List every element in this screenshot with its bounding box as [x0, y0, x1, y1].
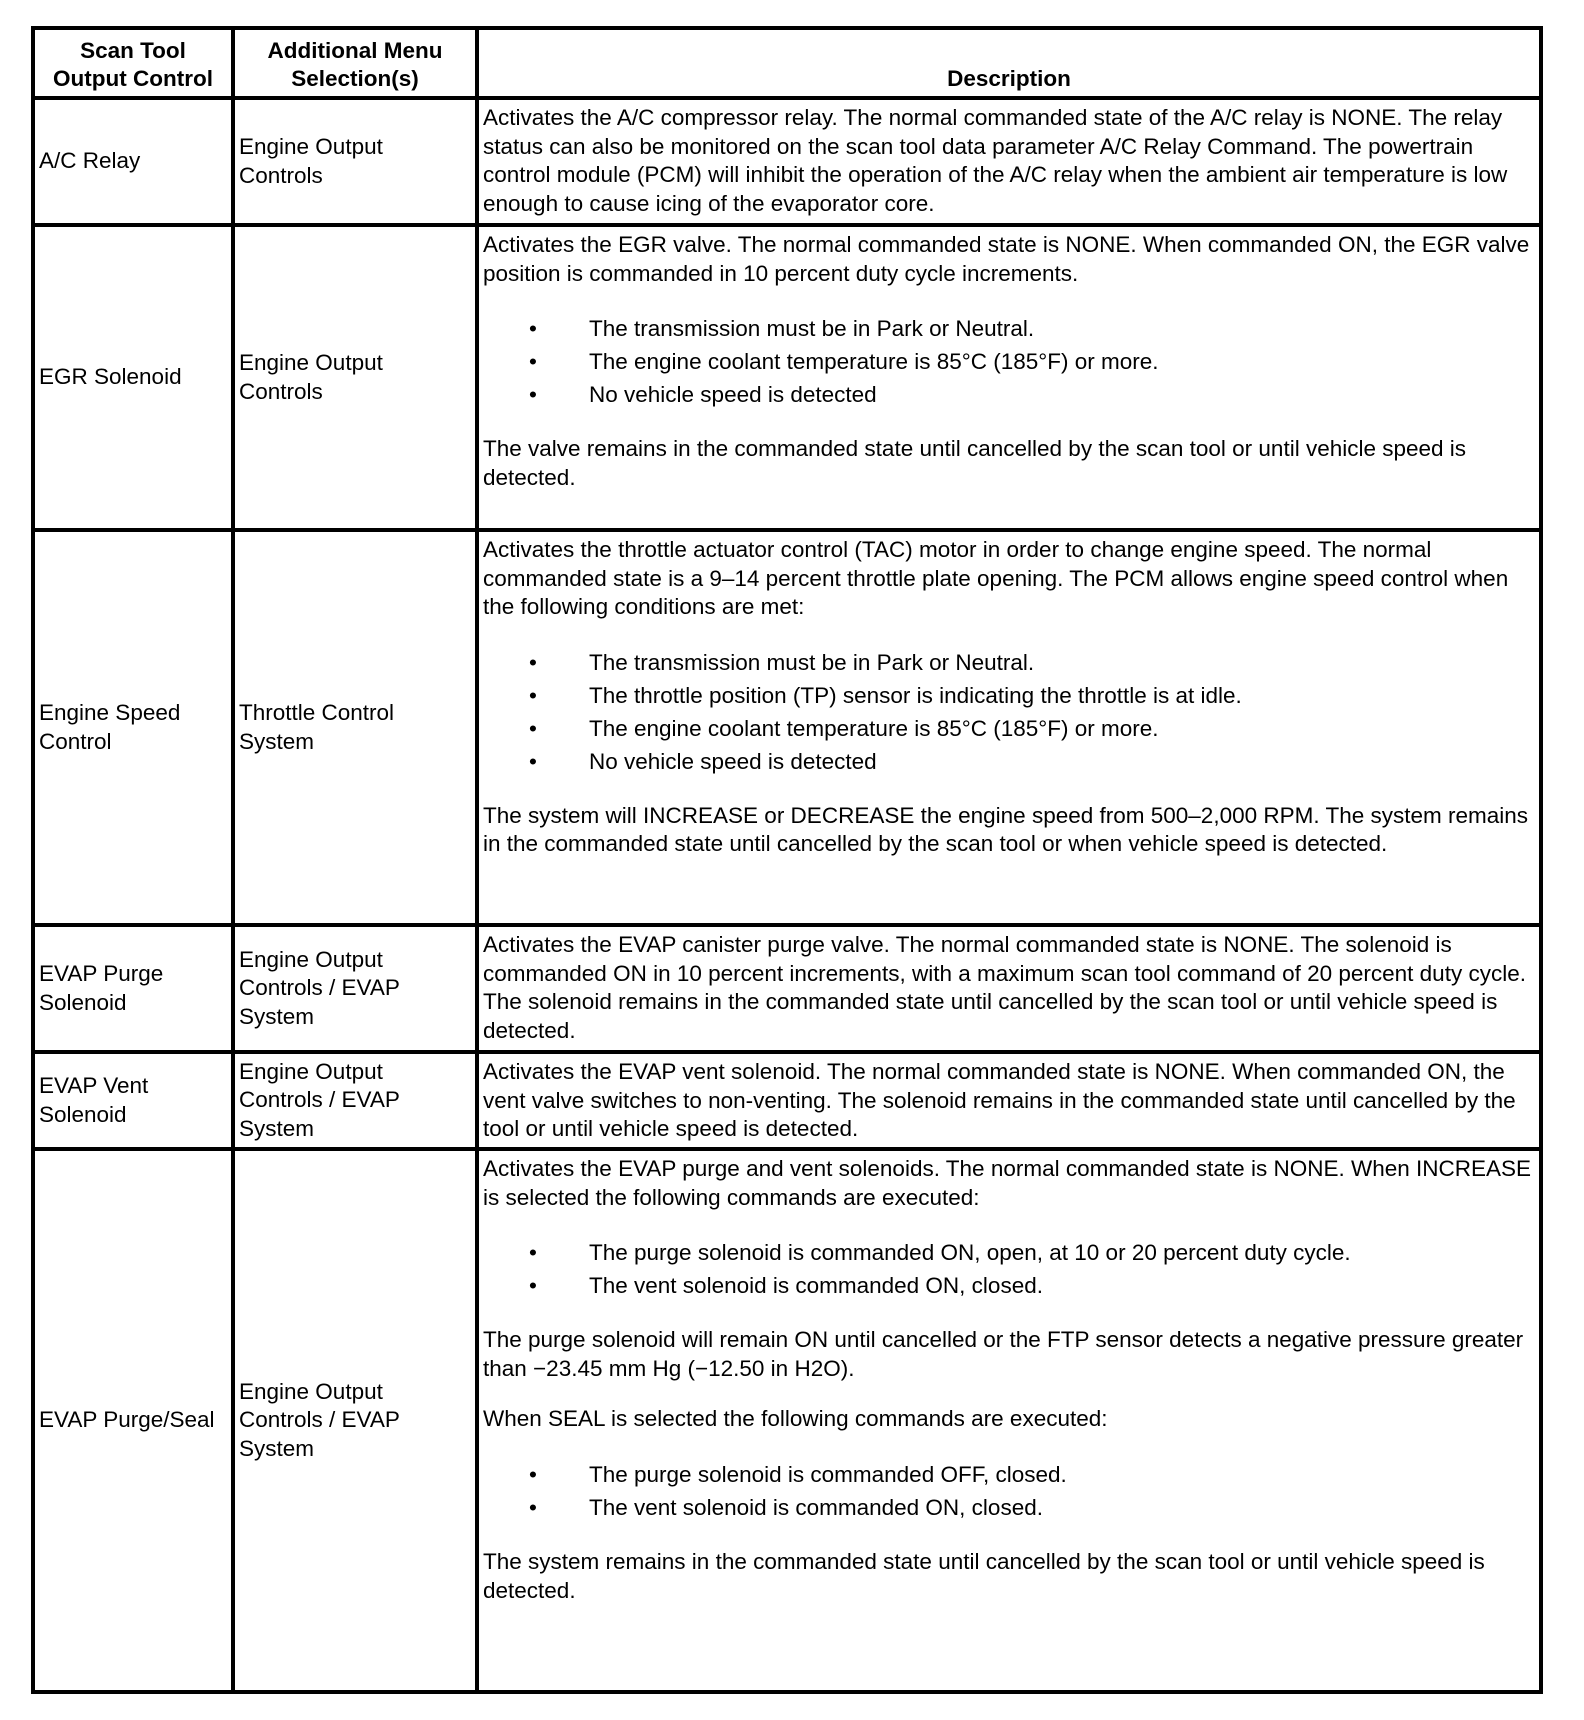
output-control-cell: EVAP Purge Solenoid [33, 925, 233, 1052]
menu-selection-cell: Engine Output Controls / EVAP System [233, 925, 477, 1052]
condition-list-item: • The throttle position (TP) sensor is indicating the throttle is at idle. [589, 679, 1535, 712]
condition-list-item: • The engine coolant temperature is 85°C (185°F) or more. [589, 712, 1535, 745]
description-paragraph: The purge solenoid will remain ON until cancelled or the FTP sensor detects a negative pressure greater than −23.45 mm Hg (−12.50 in H2O). [483, 1327, 1524, 1381]
description-cell [477, 225, 1541, 530]
condition-list [483, 1458, 1535, 1524]
table-row [33, 1052, 1541, 1149]
output-control-cell: EVAP Vent Solenoid [33, 1052, 233, 1149]
description-paragraph: Activates the EVAP purge and vent solenoids. The normal commanded state is NONE. When INCREASE is selected the following commands are executed: [483, 1156, 1532, 1210]
header-description: Description [477, 28, 1541, 98]
output-control-cell: EGR Solenoid [33, 225, 233, 530]
description-paragraph: The system remains in the commanded state until cancelled by the scan tool or until vehicle speed is detected. [483, 1548, 1485, 1603]
header-line: Scan Tool [80, 37, 186, 63]
output-control-cell: A/C Relay [33, 98, 233, 225]
menu-selection-cell: Engine Output Controls / EVAP System [233, 1052, 477, 1149]
description-cell [477, 1149, 1541, 1692]
menu-selection-cell: Engine Output Controls [233, 225, 477, 530]
condition-list [483, 312, 1535, 411]
condition-list [483, 646, 1535, 778]
output-control-cell: EVAP Purge/Seal [33, 1149, 233, 1692]
condition-list-item: • No vehicle speed is detected [589, 378, 1535, 411]
table-row [33, 225, 1541, 530]
description-paragraph: The valve remains in the commanded state until cancelled by the scan tool or until vehicle speed is detected. [483, 436, 1467, 490]
header-line: Output Control [53, 66, 213, 92]
condition-list-item: • The vent solenoid is commanded ON, closed. [589, 1491, 1535, 1524]
description-paragraph: Activates the EGR valve. The normal commanded state is NONE. When commanded ON, the EGR valve position is commanded in 10 percent duty cycle increments. [483, 232, 1530, 286]
output-control-cell: Engine Speed Control [33, 530, 233, 925]
description-cell [477, 925, 1541, 1052]
header-additional-menu-selections [233, 28, 477, 98]
header-line: Selection(s) [291, 66, 419, 92]
table-row [33, 530, 1541, 925]
description-paragraph: Activates the EVAP vent solenoid. The normal commanded state is NONE. When commanded ON, the vent valve switches to non-venting. The solenoid remains in the commanded state until cancelled by the tool or until vehicle speed is detected. [483, 1059, 1516, 1142]
menu-selection-cell: Throttle Control System [233, 530, 477, 925]
table-row [33, 98, 1541, 225]
condition-list-item: • No vehicle speed is detected [589, 745, 1535, 778]
description-cell [477, 530, 1541, 925]
description-cell [477, 98, 1541, 225]
header-line: Additional Menu [267, 37, 443, 63]
condition-list [483, 1236, 1535, 1302]
description-paragraph: The system will INCREASE or DECREASE the engine speed from 500–2,000 RPM. The system remains in the commanded state until cancelled by the scan tool or when vehicle speed is detected. [483, 802, 1529, 857]
condition-list-item: • The vent solenoid is commanded ON, closed. [589, 1269, 1535, 1302]
spacer [483, 1383, 1535, 1405]
header-row [33, 28, 1541, 98]
description-paragraph: Activates the throttle actuator control (TAC) motor in order to change engine speed. The normal commanded state is a 9–14 percent throttle plate opening. The PCM allows engine speed control when the following conditions are met: [483, 537, 1509, 620]
scan-tool-output-controls-table [31, 26, 1543, 1694]
description-paragraph: Activates the A/C compressor relay. The normal commanded state of the A/C relay is NONE. The relay status can also be monitored on the scan tool data parameter A/C Relay Command. The powertrain control module (PCM) will inhibit the operation of the A/C relay when the ambient air temperature is low enough to cause icing of the evaporator core. [483, 105, 1508, 216]
table-row [33, 925, 1541, 1052]
description-paragraph: Activates the EVAP canister purge valve. The normal commanded state is NONE. The solenoid is commanded ON in 10 percent increments, with a maximum scan tool command of 20 percent duty cycle. The solenoid remains in the commanded state until cancelled by the scan tool or until vehicle speed is detected. [483, 932, 1526, 1043]
condition-list-item: • The engine coolant temperature is 85°C (185°F) or more. [589, 345, 1535, 378]
condition-list-item: • The purge solenoid is commanded OFF, closed. [589, 1458, 1535, 1491]
menu-selection-cell: Engine Output Controls [233, 98, 477, 225]
condition-list-item: • The purge solenoid is commanded ON, open, at 10 or 20 percent duty cycle. [589, 1236, 1535, 1269]
header-scan-tool-output-control [33, 28, 233, 98]
table-row [33, 1149, 1541, 1692]
description-cell [477, 1052, 1541, 1149]
condition-list-item: • The transmission must be in Park or Neutral. [589, 646, 1535, 679]
description-paragraph: When SEAL is selected the following commands are executed: [483, 1406, 1108, 1432]
condition-list-item: • The transmission must be in Park or Neutral. [589, 312, 1535, 345]
menu-selection-cell: Engine Output Controls / EVAP System [233, 1149, 477, 1692]
